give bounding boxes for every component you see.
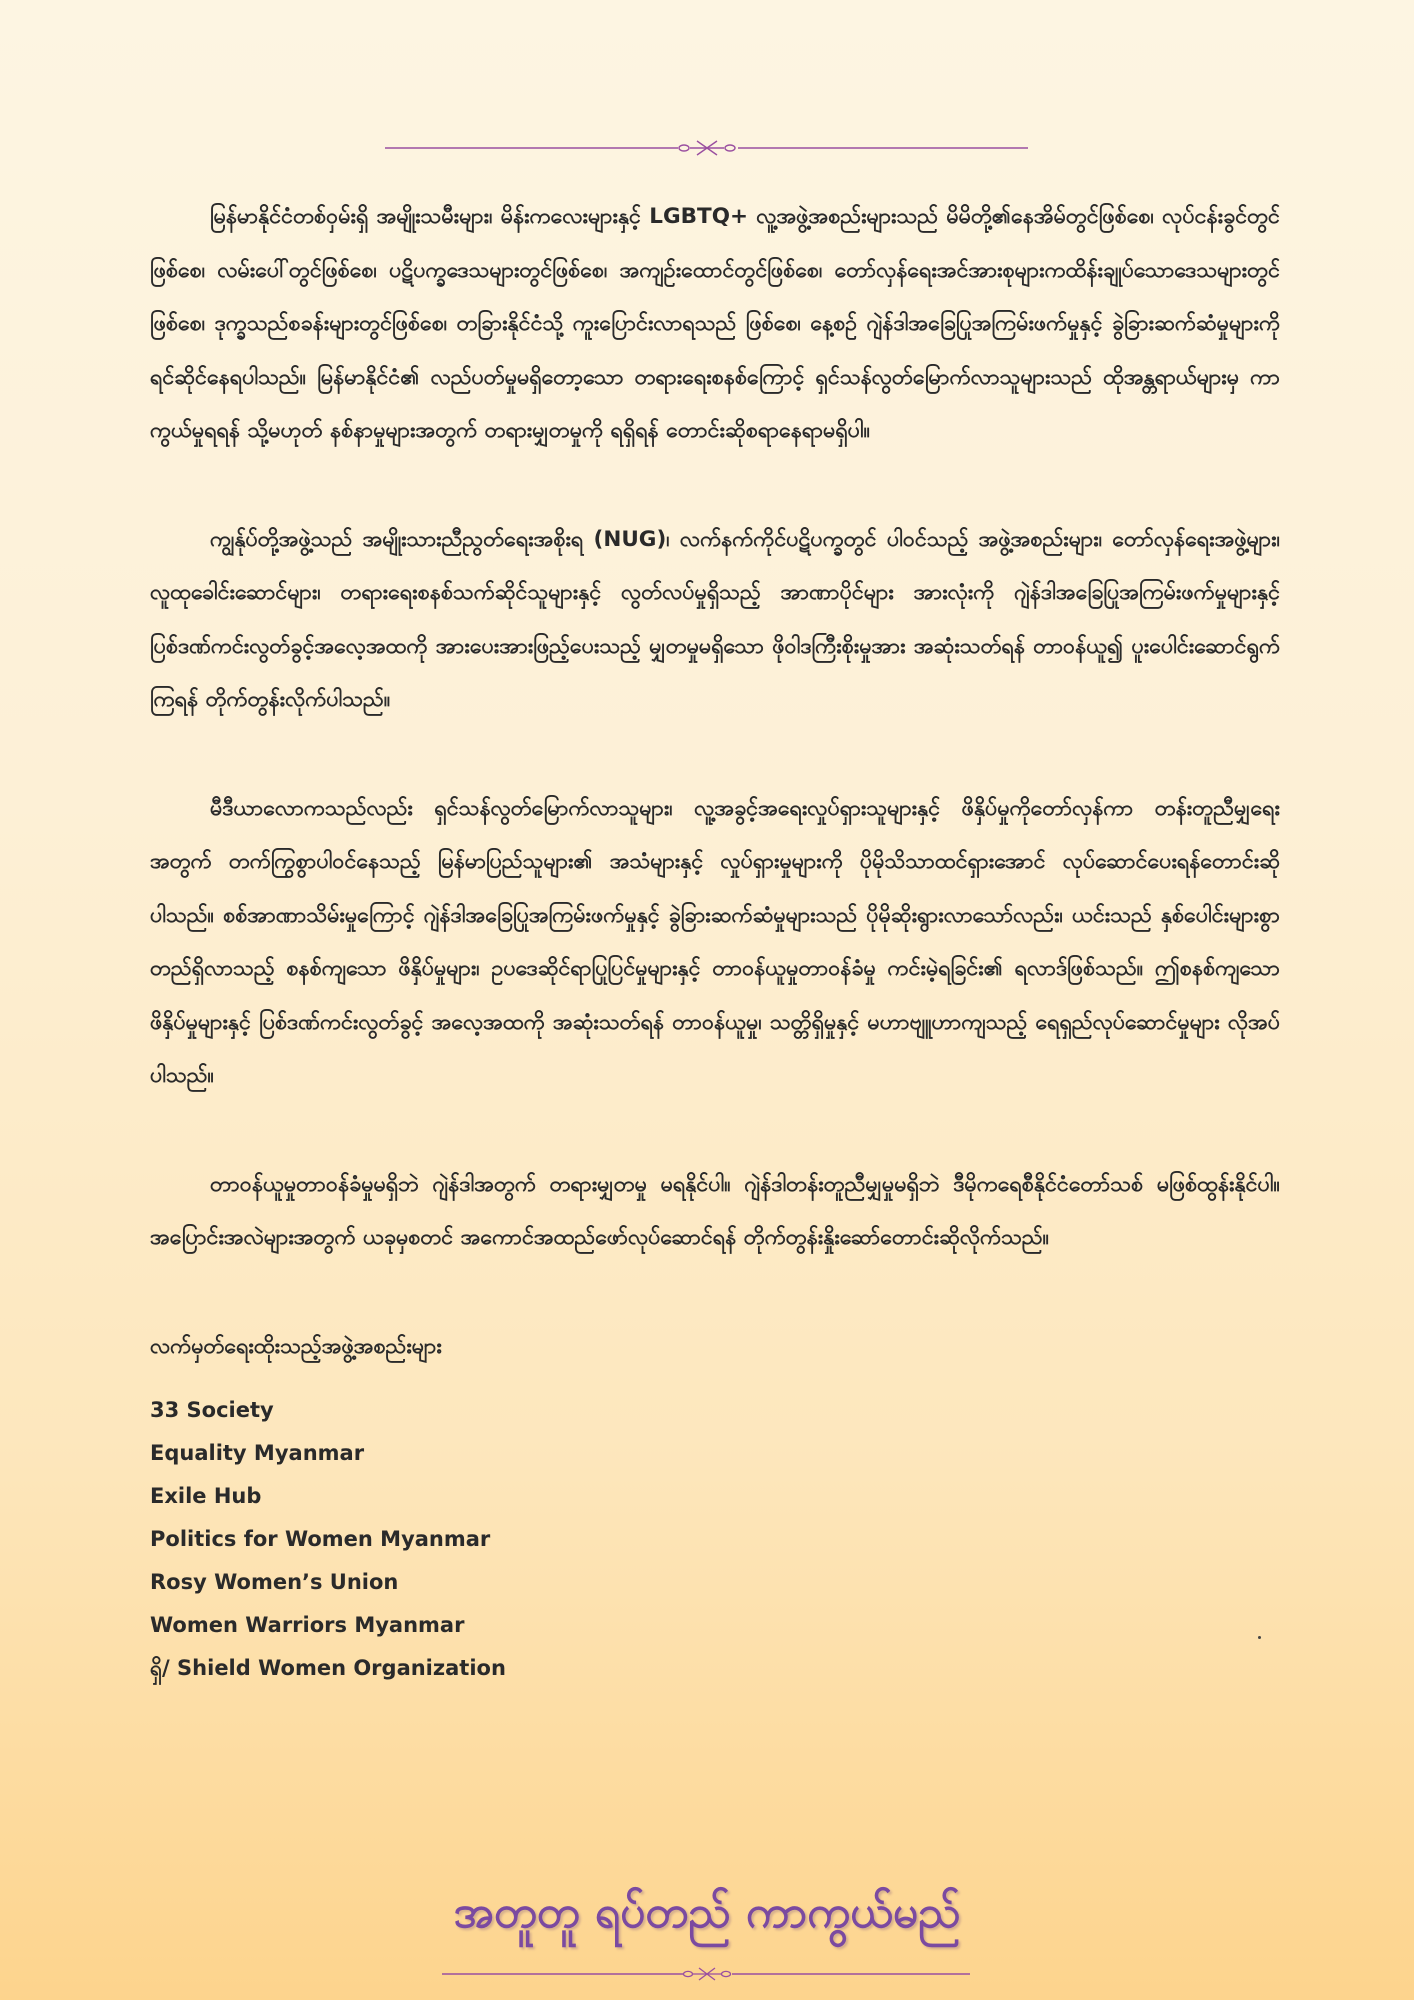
organization-item: 33 Society	[150, 1397, 274, 1422]
organization-item: Rosy Women’s Union	[150, 1569, 399, 1594]
paragraph-4: တာဝန်ယူမှုတာဝန်ခံမှုမရှိဘဲ ဂျဲန်ဒါအတွက် တရားမျှတမှု မရနိုင်ပါ။ ဂျဲန်ဒါတန်းတူညီမျှမှုမရှိဘဲ ဒီမိုကရေစီနိုင်ငံတော်သစ် မဖြစ်ထွန်းနိုင်ပါ။ အပြောင်းအလဲများအတွက် ယခုမှစတင် အကောင်အထည်ဖော်လုပ်ဆောင်ရန် တိုက်တွန်းနှိုးဆော်တောင်းဆိုလိုက်သည်။	[150, 1171, 1280, 1250]
campaign-slogan: အတူတူ ရပ်တည် ကာကွယ်မည်	[453, 1887, 961, 1938]
ornament-icon	[684, 1968, 731, 1980]
organization-item: Equality Myanmar	[150, 1440, 365, 1465]
organization-item: ရှိ/ Shield Women Organization	[150, 1655, 506, 1680]
signatories-list	[150, 1389, 1280, 1690]
organization-item: Politics for Women Myanmar	[150, 1526, 491, 1551]
ornament-icon	[679, 141, 735, 155]
organization-item: Women Warriors Myanmar	[150, 1612, 465, 1637]
top-divider	[0, 133, 1414, 163]
statement-body	[150, 190, 1280, 1690]
signatories-heading: လက်မှတ်ရေးထိုးသည့်အဖွဲ့အစည်းများ	[150, 1333, 442, 1359]
paragraph-1: မြန်မာနိုင်ငံတစ်ဝှမ်းရှိ အမျိုးသမီးများ၊ မိန်းကလေးများနှင့် LGBTQ+ လူ့အဖွဲ့အစည်းများသည် မိမိတို့၏နေအိမ်တွင်ဖြစ်စေ၊ လုပ်ငန်းခွင်တွင်ဖြစ်စေ၊ လမ်းပေါ်တွင်ဖြစ်စေ၊ ပဋိပက္ခဒေသများတွင်ဖြစ်စေ၊ အကျဉ်းထောင်တွင်ဖြစ်စေ၊ တော်လှန်ရေးအင်အားစုများကထိန်းချုပ်သောဒေသများတွင်ဖြစ်စေ၊ ဒုက္ခသည်စခန်းများတွင်ဖြစ်စေ၊ တခြားနိုင်ငံသို့ ကူးပြောင်းလာရသည် ဖြစ်စေ၊ နေ့စဉ် ဂျဲန်ဒါအခြေပြုအကြမ်းဖက်မှုနှင့် ခွဲခြားဆက်ဆံမှုများကို ရင်ဆိုင်နေရပါသည်။ မြန်မာနိုင်ငံ၏ လည်ပတ်မှုမရှိတော့သော တရားရေးစနစ်ကြောင့် ရှင်သန်လွတ်မြောက်လာသူများသည် ထိုအန္တရာယ်များမှ ကာကွယ်မှုရရန် သို့မဟုတ် နစ်နာမှုများအတွက် တရားမျှတမှုကို ရရှိရန် တောင်းဆိုစရာနေရာမရှိပါ။	[150, 204, 1280, 443]
paragraph-3: မီဒီယာလောကသည်လည်း ရှင်သန်လွတ်မြောက်လာသူများ၊ လူ့အခွင့်အရေးလှုပ်ရှားသူများနှင့် ဖိနှိပ်မှုကိုတော်လှန်ကာ တန်းတူညီမျှရေးအတွက် တက်ကြွစွာပါဝင်နေသည့် မြန်မာပြည်သူများ၏ အသံများနှင့် လှုပ်ရှားမှုများကို ပိုမိုသိသာထင်ရှားအောင် လုပ်ဆောင်ပေးရန်တောင်းဆိုပါသည်။ စစ်အာဏာသိမ်းမှုကြောင့် ဂျဲန်ဒါအခြေပြုအကြမ်းဖက်မှုနှင့် ခွဲခြားဆက်ဆံမှုများသည် ပိုမိုဆိုးရွားလာသော်လည်း၊ ယင်းသည် နှစ်ပေါင်းများစွာ တည်ရှိလာသည့် စနစ်ကျသော ဖိနှိပ်မှုများ၊ ဥပဒေဆိုင်ရာပြုပြင်မှုများနှင့် တာဝန်ယူမှုတာဝန်ခံမှု ကင်းမဲ့ရခြင်း၏ ရလာဒ်ဖြစ်သည်။ ဤစနစ်ကျသောဖိနှိပ်မှုများနှင့် ပြစ်ဒဏ်ကင်းလွတ်ခွင့် အလေ့အထကို အဆုံးသတ်ရန် တာဝန်ယူမှု၊ သတ္တိရှိမှုနှင့် မဟာဗျူဟာကျသည့် ရေရှည်လုပ်ဆောင်မှုများ လိုအပ်ပါသည်။	[150, 795, 1280, 1088]
organization-item: Exile Hub	[150, 1483, 262, 1508]
bottom-divider	[0, 1962, 1414, 1986]
stray-dot	[1258, 1636, 1261, 1639]
paragraph-2: ကျွန်ုပ်တို့အဖွဲ့သည် အမျိုးသားညီညွတ်ရေးအစိုးရ (NUG)၊ လက်နက်ကိုင်ပဋိပက္ခတွင် ပါဝင်သည့် အဖွဲ့အစည်းများ၊ တော်လှန်ရေးအဖွဲ့များ၊ လူထုခေါင်းဆောင်များ၊ တရားရေးစနစ်သက်ဆိုင်သူများနှင့် လွတ်လပ်မှုရှိသည့် အာဏာပိုင်များ အားလုံးကို ဂျဲန်ဒါအခြေပြုအကြမ်းဖက်မှုများနှင့် ပြစ်ဒဏ်ကင်းလွတ်ခွင့်အလေ့အထကို အားပေးအားဖြည့်ပေးသည့် မျှတမှုမရှိသော ဖိုဝါဒကြီးစိုးမှုအား အဆုံးသတ်ရန် တာဝန်ယူ၍ ပူးပေါင်းဆောင်ရွက်ကြရန် တိုက်တွန်းလိုက်ပါသည်။	[150, 526, 1280, 712]
